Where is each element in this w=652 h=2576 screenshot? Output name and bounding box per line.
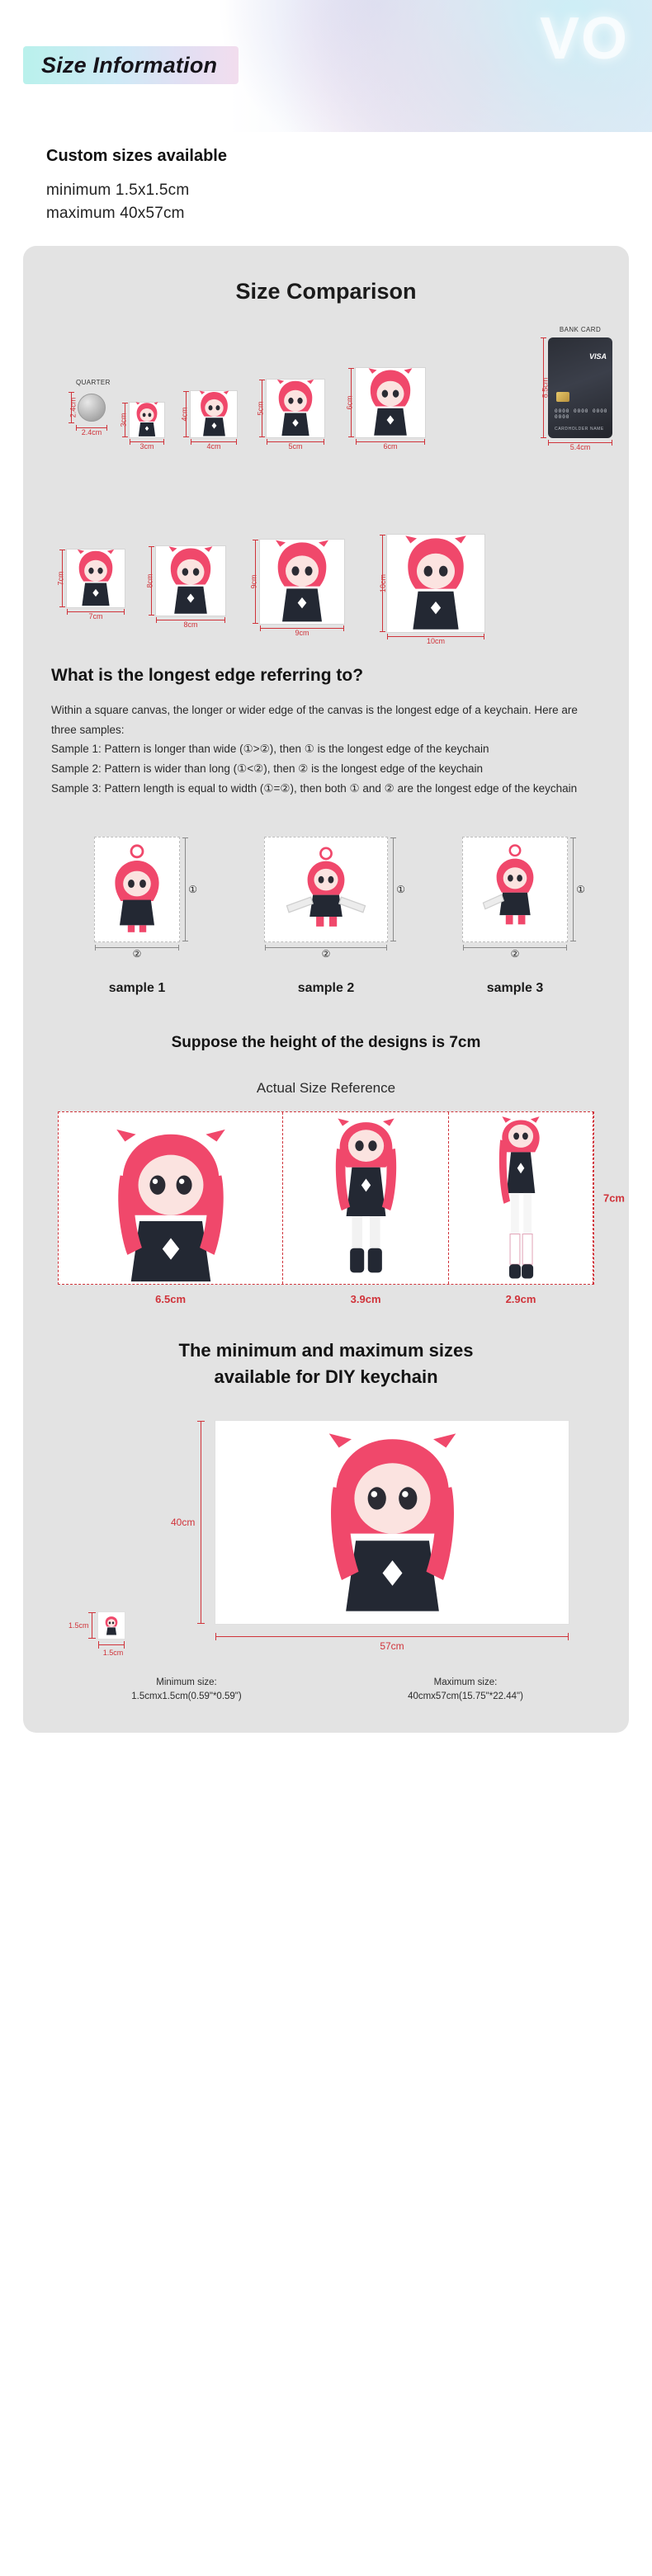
height-label-3cm: 3cm (119, 413, 128, 427)
max-height-label: 40cm (171, 1517, 196, 1528)
page-title: Size Information (41, 52, 218, 78)
character-art (272, 378, 319, 437)
width-label-5cm: 5cm (288, 442, 303, 451)
bank-card-caption: BANK CARD (559, 326, 602, 334)
character-art-halfbody (323, 1115, 409, 1284)
sample-2 (240, 819, 412, 996)
bank-card-icon (548, 337, 612, 438)
min-size-caption (63, 1676, 310, 1705)
sample-2-horizontal-mark: ② (321, 948, 331, 960)
character-art (196, 389, 233, 437)
actual-size-title: Actual Size Reference (256, 1080, 396, 1097)
sample-1 (51, 819, 223, 996)
width-label-9cm: 9cm (295, 629, 309, 638)
max-caption-line-1: Maximum size: (433, 1677, 498, 1687)
height-label-8cm: 8cm (145, 573, 154, 588)
sample-2-vertical-mark: ① (396, 884, 405, 896)
quarter-item (69, 379, 111, 437)
character-art (398, 533, 474, 632)
height-label-5cm: 5cm (256, 401, 265, 416)
character-art (73, 548, 119, 607)
character-art (133, 401, 161, 437)
sample-2-label: sample 2 (297, 981, 355, 996)
height-label-9cm: 9cm (249, 574, 258, 589)
max-width-bar (215, 1636, 569, 1637)
page-title-chip (23, 46, 239, 84)
character-art (269, 538, 335, 624)
swatch-7cm (56, 549, 125, 621)
sample-3-vertical-mark: ① (576, 884, 585, 896)
bank-card-width-label: 5.4cm (569, 443, 591, 452)
bank-card-height-label: 8.5cm (541, 377, 550, 399)
size-item-10cm (379, 534, 485, 646)
actual-width-label-1: 6.5cm (155, 1293, 187, 1306)
longest-edge-para-2: Sample 2: Pattern is wider than long (①<②), then ② is the longest edge of the keychain (51, 762, 483, 775)
actual-size-reference (58, 1111, 625, 1306)
min-size-box (69, 1611, 125, 1657)
max-size-caption (342, 1676, 589, 1705)
sample-2-vertical-bar (393, 837, 394, 941)
height-label-4cm: 4cm (180, 407, 189, 422)
sample-3 (429, 819, 601, 996)
minmax-stage (54, 1415, 598, 1663)
suppose-heading: Suppose the height of the designs is 7cm (171, 1034, 481, 1052)
watermark-text: VO (539, 6, 629, 72)
actual-cell-2 (283, 1112, 449, 1306)
bank-card-number: 0000 0000 0000 0000 (555, 408, 608, 421)
swatch-5cm (256, 379, 325, 451)
height-label-7cm: 7cm (56, 571, 65, 586)
sample-2-canvas (264, 837, 405, 960)
size-comparison-heading: Size Comparison (235, 279, 417, 304)
max-caption-line-2: 40cmx57cm(15.75"*22.44") (408, 1691, 523, 1702)
min-height-label: 1.5cm (69, 1621, 89, 1630)
custom-minimum-text: minimum 1.5x1.5cm (46, 182, 190, 199)
custom-sizes-heading: Custom sizes available (46, 147, 227, 165)
swatch-9cm (249, 539, 345, 638)
character-art (469, 843, 561, 936)
width-label-10cm: 10cm (426, 637, 445, 646)
width-label-6cm: 6cm (383, 442, 398, 451)
max-width-label: 57cm (380, 1640, 404, 1652)
sample-1-label: sample 1 (108, 981, 166, 996)
width-label-4cm: 4cm (206, 442, 221, 451)
character-art-fullbody (488, 1115, 554, 1284)
longest-edge-para-0: Within a square canvas, the longer or wider edge of the canvas is the longest edge of a keychain. Here are three samples: (51, 704, 578, 736)
size-item-5cm (256, 379, 325, 451)
bank-card-chip-icon (556, 392, 569, 402)
swatch-3cm (119, 402, 165, 451)
size-comparison-row-small (53, 326, 608, 456)
minmax-captions (63, 1676, 589, 1705)
custom-maximum-text: maximum 40x57cm (46, 204, 185, 222)
width-label-3cm: 3cm (139, 442, 154, 451)
character-art (363, 366, 418, 437)
character-art-chibi (102, 1616, 120, 1635)
sample-3-vertical-bar (573, 837, 574, 941)
sample-3-horizontal-mark: ② (510, 948, 520, 960)
sample-3-canvas (462, 837, 585, 960)
minmax-heading (46, 1338, 606, 1390)
quarter-width-label: 2.4cm (81, 428, 102, 437)
character-art (163, 545, 218, 616)
swatch-10cm (379, 534, 485, 646)
size-comparison-card (23, 246, 629, 1732)
sample-1-horizontal-mark: ② (132, 948, 142, 960)
size-item-6cm (345, 367, 426, 451)
size-item-4cm (180, 390, 238, 451)
min-width-bar (98, 1644, 125, 1645)
quarter-height-label: 2.4cm (69, 397, 78, 418)
custom-sizes-block (0, 132, 652, 246)
swatch-6cm (345, 367, 426, 451)
actual-height-label: 7cm (602, 1191, 625, 1205)
actual-width-label-2: 3.9cm (350, 1293, 381, 1306)
size-item-3cm (119, 402, 165, 451)
bank-card-brand: VISA (588, 352, 607, 361)
sample-1-canvas (94, 837, 197, 960)
actual-cell-3 (449, 1112, 593, 1306)
bank-card-name: CARDHOLDER NAME (555, 427, 604, 432)
quarter-coin-icon (78, 394, 106, 422)
swatch-8cm (145, 545, 226, 630)
minmax-heading-line-1: The minimum and maximum sizes (178, 1340, 474, 1361)
longest-edge-heading: What is the longest edge referring to? (51, 666, 364, 686)
actual-cell-1 (59, 1112, 283, 1306)
size-comparison-row-large (53, 484, 599, 646)
character-art (272, 847, 380, 932)
bank-card-item (541, 326, 612, 452)
width-label-7cm: 7cm (88, 612, 103, 621)
header-band (0, 0, 652, 132)
minmax-heading-line-2: available for DIY keychain (214, 1366, 438, 1388)
min-caption-line-1: Minimum size: (156, 1677, 217, 1687)
swatch-4cm (180, 390, 238, 451)
character-art-chibi (84, 1127, 257, 1284)
size-item-7cm (56, 549, 125, 621)
sample-1-vertical-mark: ① (188, 884, 197, 896)
size-item-9cm (249, 539, 345, 638)
character-art (102, 843, 172, 936)
samples-row (51, 819, 601, 996)
min-caption-line-2: 1.5cmx1.5cm(0.59"*0.59") (131, 1691, 242, 1702)
width-label-8cm: 8cm (183, 620, 198, 630)
sample-3-label: sample 3 (486, 981, 544, 996)
size-item-8cm (145, 545, 226, 630)
longest-edge-para-1: Sample 1: Pattern is longer than wide (①>②), then ① is the longest edge of the keychain (51, 743, 489, 756)
max-size-box (171, 1420, 569, 1652)
longest-edge-para-3: Sample 3: Pattern length is equal to width (①=②), then both ① and ② are the longest edge of the keychain (51, 781, 578, 795)
min-width-label: 1.5cm (102, 1649, 124, 1657)
bank-card-swatch (541, 337, 612, 452)
actual-width-label-3: 2.9cm (505, 1293, 536, 1306)
height-label-6cm: 6cm (345, 395, 354, 410)
quarter-caption: QUARTER (76, 379, 111, 387)
sample-1-vertical-bar (185, 837, 186, 941)
height-label-10cm: 10cm (379, 574, 388, 593)
character-art-chibi (308, 1431, 477, 1614)
quarter-swatch (69, 392, 107, 437)
